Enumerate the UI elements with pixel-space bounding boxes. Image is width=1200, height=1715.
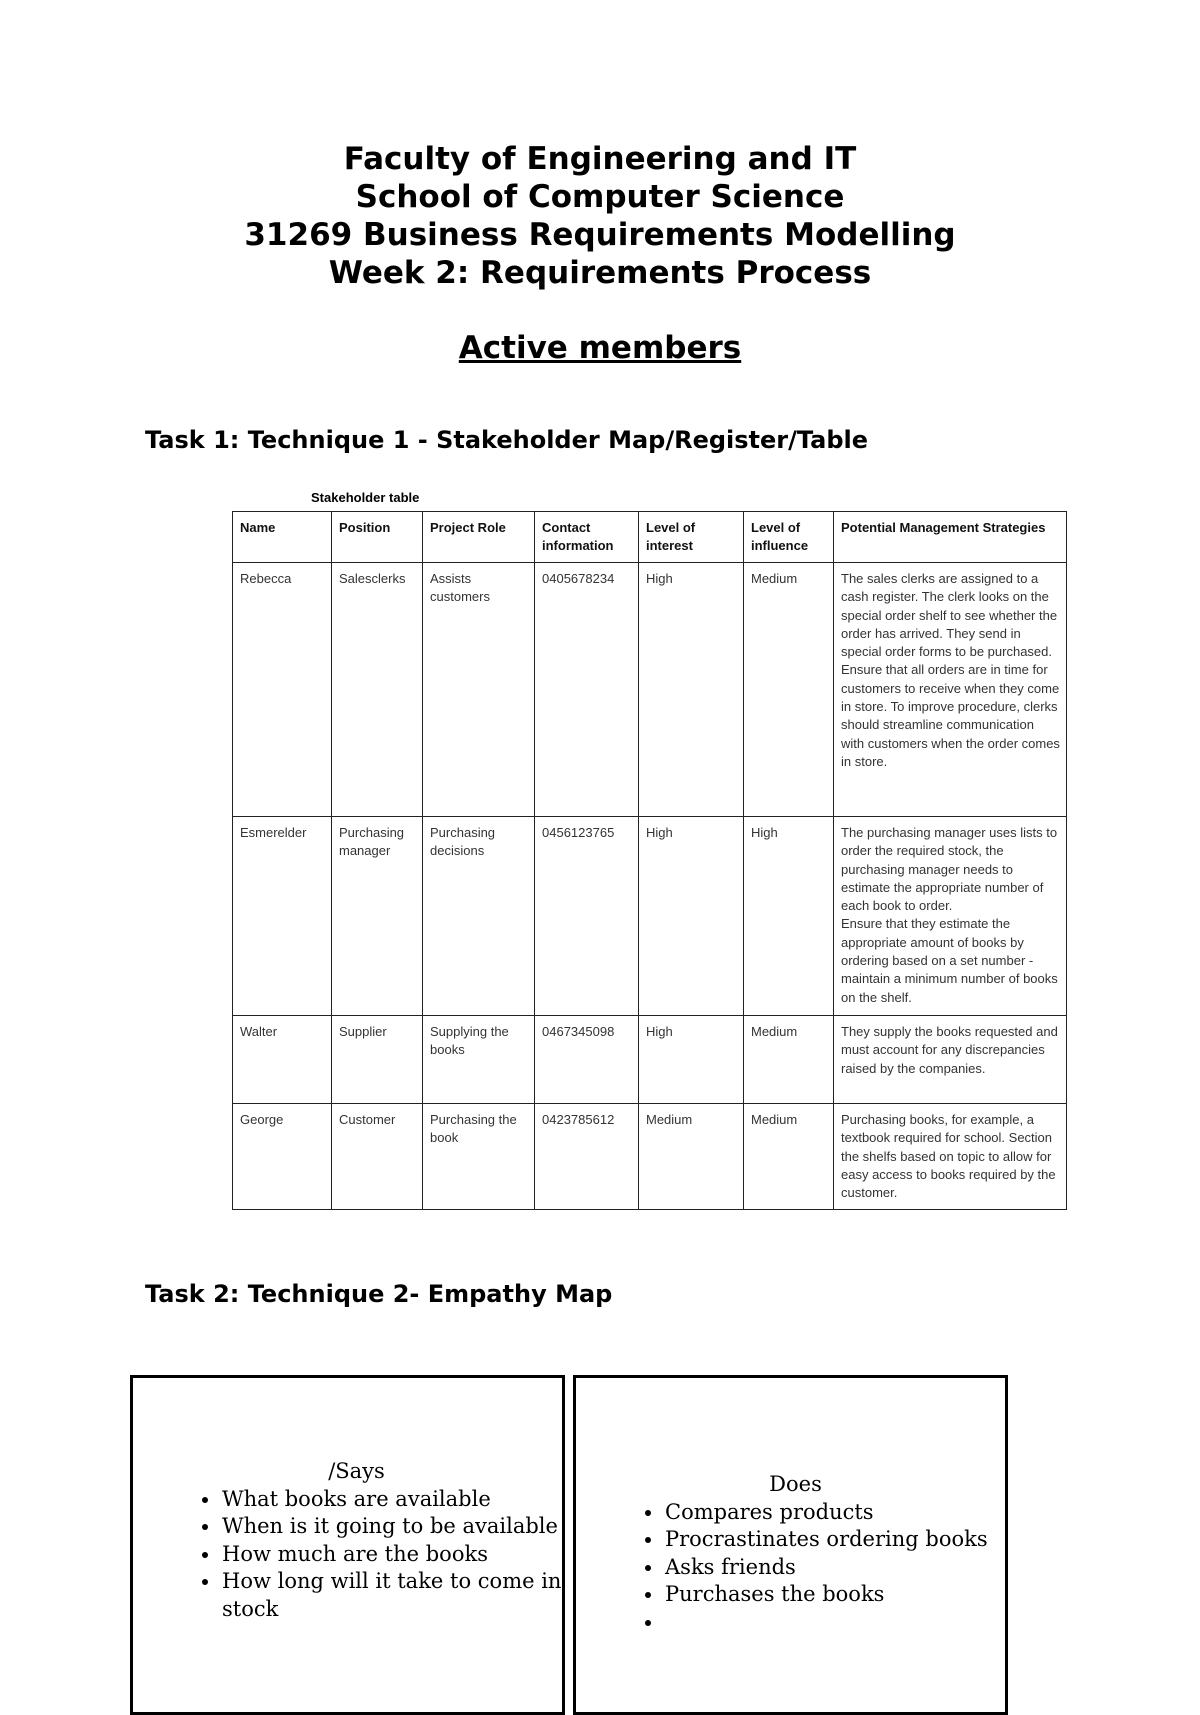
says-title: /Says bbox=[328, 1459, 385, 1483]
section-title: Active members bbox=[458, 330, 742, 366]
cell-role: Assists customers bbox=[423, 563, 535, 817]
list-item: • How much are the books bbox=[221, 1541, 562, 1569]
strategy-paragraph: Ensure that they estimate the appropriate amount of books by ordering based on a set number - maintain a minimum number of books on the shelf. bbox=[841, 916, 1058, 1005]
subject-title: 31269 Business Requirements Modelling bbox=[244, 217, 956, 253]
table-row bbox=[233, 563, 1067, 817]
table-row bbox=[233, 817, 1067, 1016]
faculty-title: Faculty of Engineering and IT bbox=[343, 141, 857, 177]
cell-strategy bbox=[834, 563, 1067, 817]
empathy-says-box bbox=[130, 1375, 565, 1715]
strategy-paragraph: Ensure that all orders are in time for customers to receive when they come in store. To improve procedure, clerks should streamline communication with customers when the order comes in store. bbox=[841, 662, 1060, 769]
document-header bbox=[0, 140, 1200, 292]
cell-role: Purchasing decisions bbox=[423, 817, 535, 1016]
cell-influence: High bbox=[744, 817, 834, 1016]
empathy-does-box bbox=[573, 1375, 1008, 1715]
strategy-paragraph: Purchasing books, for example, a textbook required for school. Section the shelfs based on topic to allow for easy access to books required by the customer. bbox=[841, 1112, 1056, 1201]
cell-position: Salesclerks bbox=[332, 563, 423, 817]
cell-role: Supplying the books bbox=[423, 1016, 535, 1104]
cell-contact: 0423785612 bbox=[535, 1104, 639, 1210]
column-header: Name bbox=[233, 512, 332, 563]
cell-interest: High bbox=[639, 563, 744, 817]
cell-position: Supplier bbox=[332, 1016, 423, 1104]
cell-influence: Medium bbox=[744, 1104, 834, 1210]
cell-strategy bbox=[834, 1104, 1067, 1210]
task1-heading: Task 1: Technique 1 - Stakeholder Map/Register/Table bbox=[145, 426, 869, 454]
cell-interest: Medium bbox=[639, 1104, 744, 1210]
list-item: • How long will it take to come in stock bbox=[221, 1568, 562, 1623]
cell-name: Esmerelder bbox=[233, 817, 332, 1016]
cell-contact: 0405678234 bbox=[535, 563, 639, 817]
list-item: • Compares products bbox=[664, 1499, 1005, 1527]
cell-influence: Medium bbox=[744, 563, 834, 817]
list-item: • Procrastinates ordering books bbox=[664, 1526, 1005, 1554]
cell-contact: 0467345098 bbox=[535, 1016, 639, 1104]
task2-heading: Task 2: Technique 2- Empathy Map bbox=[145, 1280, 613, 1308]
column-header: Position bbox=[332, 512, 423, 563]
column-header: Contact information bbox=[535, 512, 639, 563]
column-header: Level of interest bbox=[639, 512, 744, 563]
table-header-row bbox=[233, 512, 1067, 563]
column-header: Level of influence bbox=[744, 512, 834, 563]
cell-interest: High bbox=[639, 817, 744, 1016]
list-item bbox=[664, 1609, 1005, 1637]
cell-interest: High bbox=[639, 1016, 744, 1104]
cell-strategy bbox=[834, 817, 1067, 1016]
cell-name: Rebecca bbox=[233, 563, 332, 817]
column-header: Project Role bbox=[423, 512, 535, 563]
school-title: School of Computer Science bbox=[355, 179, 845, 215]
cell-name: George bbox=[233, 1104, 332, 1210]
table-row bbox=[233, 1104, 1067, 1210]
does-title: Does bbox=[769, 1472, 822, 1496]
table-caption: Stakeholder table bbox=[311, 490, 420, 505]
strategy-paragraph: The sales clerks are assigned to a cash register. The clerk looks on the special order shelf to see whether the order has arrived. They send in special order forms to be purchased. bbox=[841, 571, 1058, 660]
cell-position: Customer bbox=[332, 1104, 423, 1210]
cell-strategy bbox=[834, 1016, 1067, 1104]
table-row bbox=[233, 1016, 1067, 1104]
column-header: Potential Management Strategies bbox=[834, 512, 1067, 563]
cell-influence: Medium bbox=[744, 1016, 834, 1104]
week-title: Week 2: Requirements Process bbox=[328, 255, 872, 291]
list-item: • Purchases the books bbox=[664, 1581, 1005, 1609]
list-item: • Asks friends bbox=[664, 1554, 1005, 1582]
does-list bbox=[576, 1499, 1005, 1637]
cell-contact: 0456123765 bbox=[535, 817, 639, 1016]
cell-position: Purchasing manager bbox=[332, 817, 423, 1016]
strategy-paragraph: They supply the books requested and must account for any discrepancies raised by the companies. bbox=[841, 1024, 1058, 1076]
strategy-paragraph: The purchasing manager uses lists to order the required stock, the purchasing manager needs to estimate the appropriate number of each book to order. bbox=[841, 825, 1058, 914]
says-list bbox=[133, 1486, 562, 1624]
stakeholder-table bbox=[232, 511, 1067, 1210]
cell-role: Purchasing the book bbox=[423, 1104, 535, 1210]
cell-name: Walter bbox=[233, 1016, 332, 1104]
list-item: • What books are available bbox=[221, 1486, 562, 1514]
list-item: • When is it going to be available bbox=[221, 1513, 562, 1541]
